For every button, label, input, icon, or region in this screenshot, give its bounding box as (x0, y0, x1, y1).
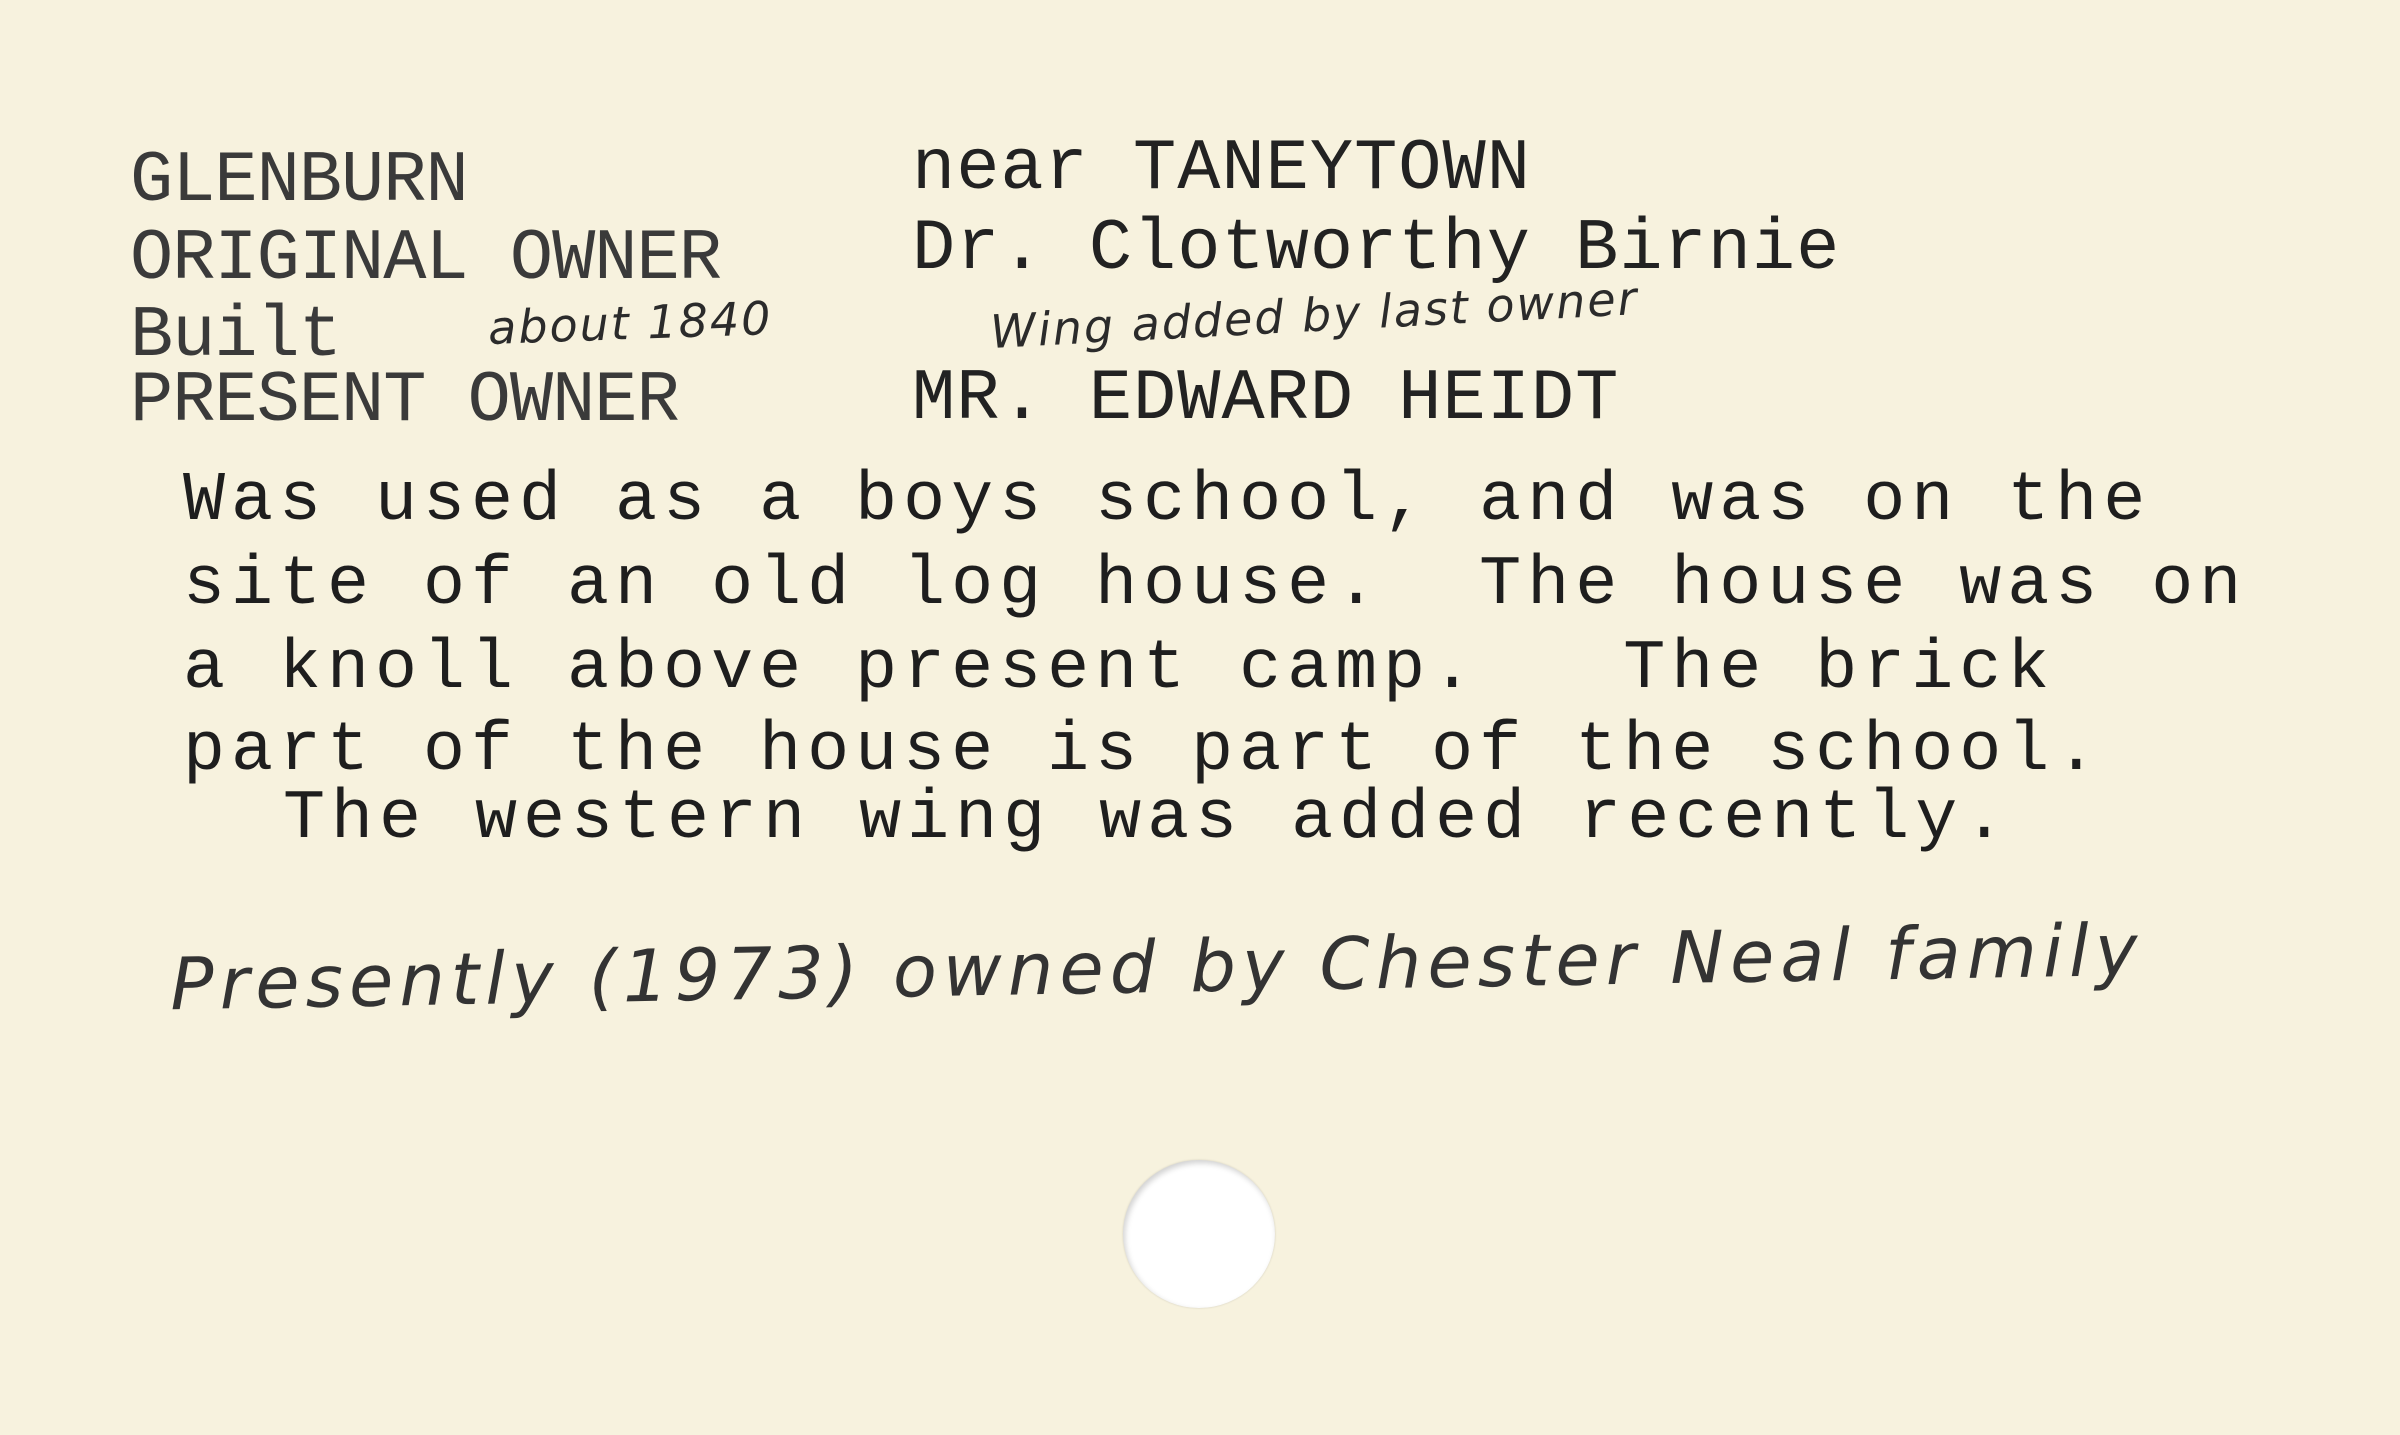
handwritten-ownership-note: Presently (1973) owned by Chester Neal family (169, 907, 2145, 1027)
punch-hole (1123, 1160, 1275, 1308)
original-owner-value: Dr. Clotworthy Birnie (912, 208, 1841, 290)
property-location: near TANEYTOWN (912, 128, 1531, 210)
present-owner-value: MR. EDWARD HEIDT (912, 358, 1620, 440)
description-line-4: part of the house is part of the school. (183, 712, 2104, 791)
description-line-5: The western wing was added recently. (283, 780, 2012, 859)
property-name: GLENBURN (130, 140, 468, 222)
wing-note-handwritten: Wing added by last owner (989, 271, 1640, 359)
description-line-3: a knoll above present camp. The brick (183, 630, 2056, 709)
description-line-1: Was used as a boys school, and was on the (183, 462, 2152, 541)
original-owner-label: ORIGINAL OWNER (130, 218, 721, 300)
built-label: Built (130, 295, 342, 377)
description-line-2: site of an old log house. The house was on (183, 546, 2248, 625)
built-date-handwritten: about 1840 (487, 291, 774, 355)
present-owner-label: PRESENT OWNER (130, 360, 679, 442)
